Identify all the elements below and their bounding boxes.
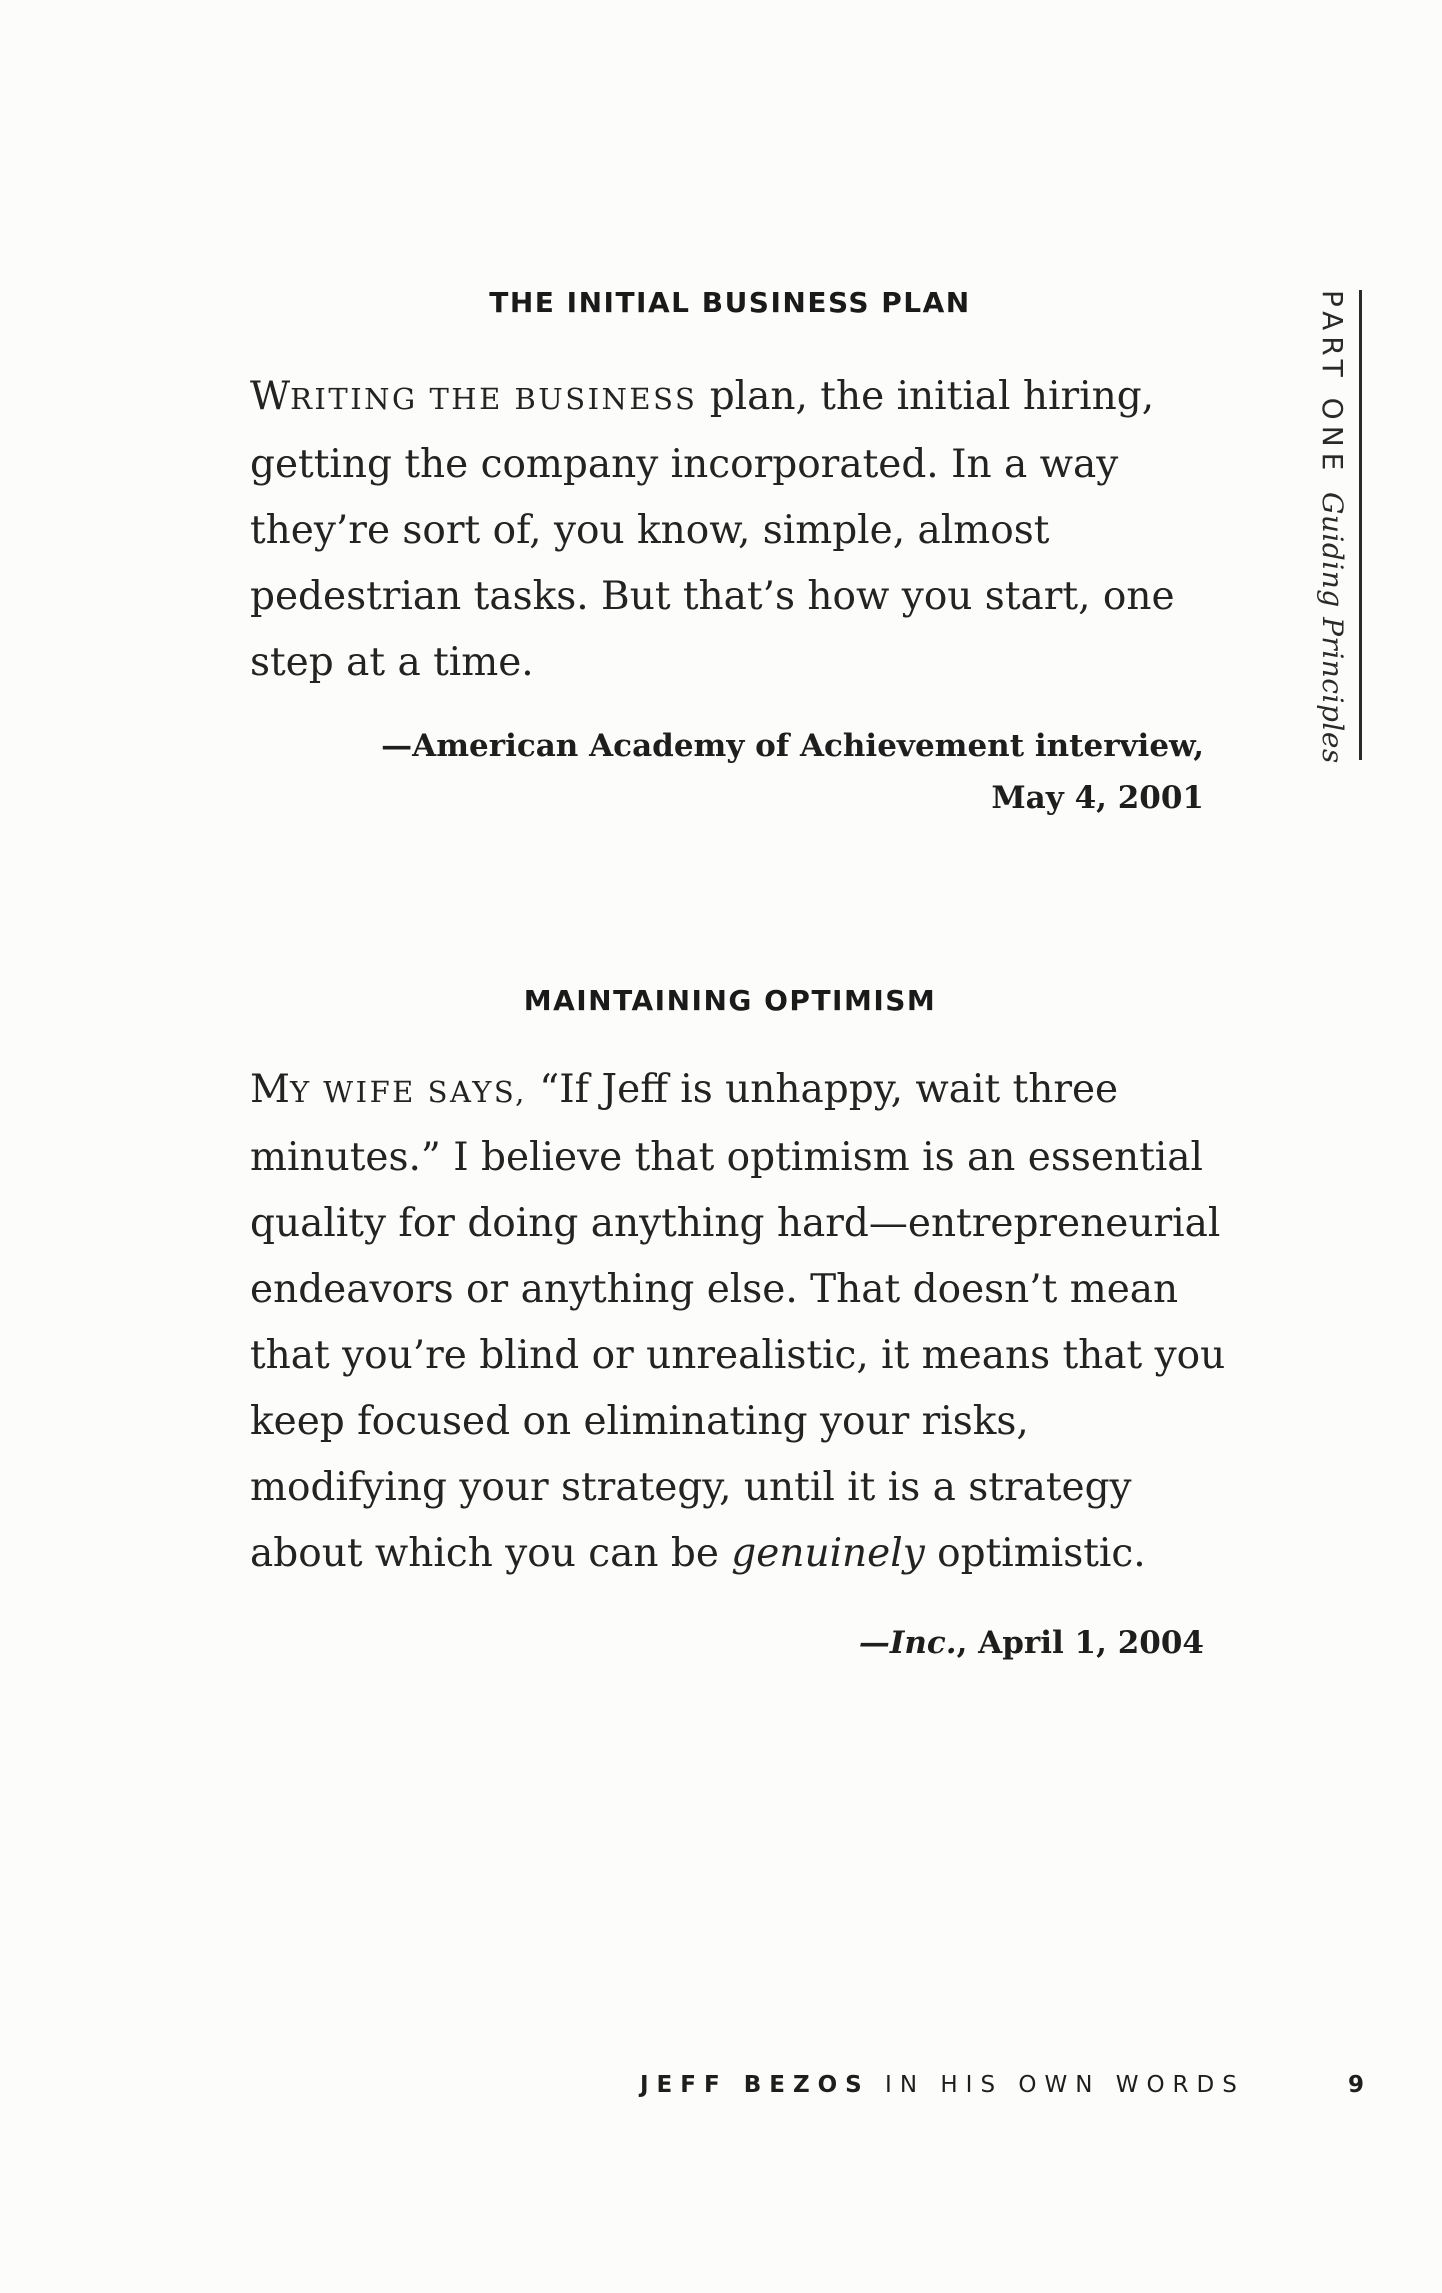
- attribution-source: —American Academy of Achievement interview,: [381, 728, 1204, 764]
- attribution-optimism: [859, 1617, 1204, 1669]
- attribution-business-plan: [381, 720, 1204, 824]
- section-heading-business-plan: THE INITIAL BUSINESS PLAN: [489, 286, 971, 319]
- quote-optimism: [250, 1057, 1230, 1587]
- footer-author: JEFF BEZOS: [640, 2072, 870, 2098]
- lead-small-caps: RITING THE BUSINESS: [290, 382, 698, 416]
- part-label: PART ONE: [1316, 290, 1349, 477]
- part-subtitle: Guiding Principles: [1316, 492, 1349, 765]
- lead-small-caps: Y WIFE SAYS,: [289, 1075, 527, 1109]
- section-heading-optimism: MAINTAINING OPTIMISM: [523, 984, 937, 1017]
- running-footer: [640, 2072, 1245, 2098]
- lead-initial: M: [250, 1067, 290, 1112]
- attribution-date: , April 1, 2004: [956, 1625, 1204, 1661]
- lead-initial: W: [250, 374, 291, 419]
- page-number: 9: [1348, 2072, 1365, 2098]
- quote-emphasis: genuinely: [731, 1531, 925, 1576]
- part-sidebar: [1316, 290, 1362, 765]
- quote-text-after: optimistic.: [924, 1531, 1146, 1576]
- footer-title: IN HIS OWN WORDS: [869, 2072, 1245, 2098]
- attribution-source: —Inc.: [858, 1625, 957, 1661]
- attribution-date: May 4, 2001: [991, 780, 1204, 816]
- quote-business-plan: [250, 364, 1230, 696]
- quote-text: plan, the initial hiring, getting the company incorporated. In a way they’re sort of, you know, simple, almost pedestrian tasks. But that’s how you start, one step at a time.: [250, 374, 1175, 685]
- quote-text-before: “If Jeff is unhappy, wait three minutes.” I believe that optimism is an essential quality for doing anything hard—entrepreneurial endeavors or anything else. That doesn’t mean that you’re blind or unrealistic, it means that you keep focused on eliminating your risks, modifying your strategy, until it is a strategy about which you can be: [250, 1067, 1226, 1576]
